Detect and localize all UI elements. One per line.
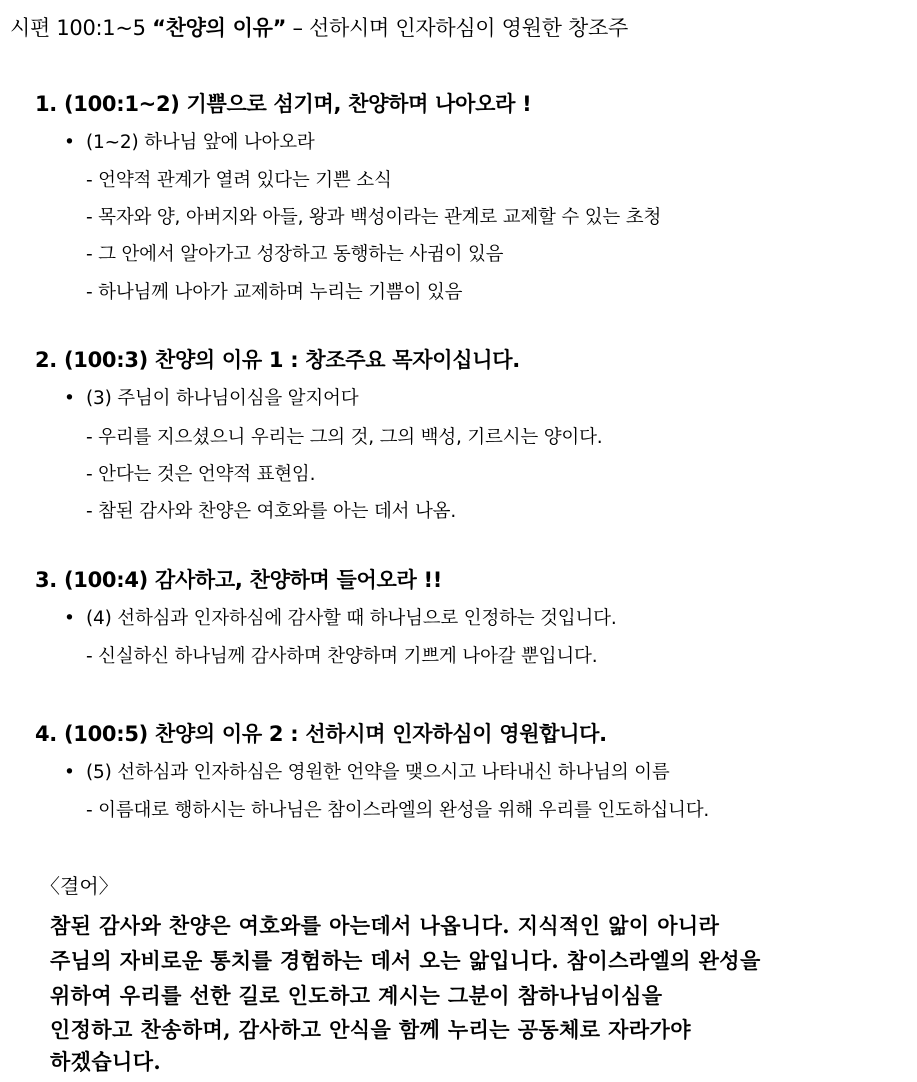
- section-1-sub-1: - 언약적 관계가 열려 있다는 기쁜 소식: [86, 170, 392, 191]
- page-title: [10, 12, 628, 42]
- bullet-text: (3) 주님이 하나님이심을 알지어다: [86, 388, 359, 409]
- bullet-dot: •: [64, 762, 75, 783]
- section-1-heading: 1. (100:1~2) 기쁨으로 섬기며, 찬양하며 나아오라 !: [35, 92, 532, 116]
- bullet-dot: •: [64, 608, 75, 629]
- section-1-bullet: [64, 128, 315, 154]
- section-3-bullet: [64, 604, 617, 630]
- conclusion-label: 〈결어〉: [40, 874, 119, 898]
- conclusion-line-4: 인정하고 찬송하며, 감사하고 안식을 함께 누리는 공동체로 자라가야: [50, 1017, 691, 1042]
- section-2-sub-1: - 우리를 지으셨으니 우리는 그의 것, 그의 백성, 기르시는 양이다.: [86, 427, 603, 448]
- section-2-heading: 2. (100:3) 찬양의 이유 1 : 창조주요 목자이십니다.: [35, 348, 520, 372]
- bullet-dot: •: [64, 132, 75, 153]
- conclusion-line-2: 주님의 자비로운 통치를 경험하는 데서 오는 앎입니다. 참이스라엘의 완성을: [50, 948, 761, 973]
- title-subtitle: – 선하시며 인자하심이 영원한 창조주: [292, 16, 628, 40]
- bullet-dot: •: [64, 388, 75, 409]
- section-4-heading: 4. (100:5) 찬양의 이유 2 : 선하시며 인자하심이 영원합니다.: [35, 722, 607, 746]
- conclusion-line-3: 위하여 우리를 선한 길로 인도하고 계시는 그분이 참하나님이심을: [50, 983, 663, 1008]
- section-2-sub-2: - 안다는 것은 언약적 표현임.: [86, 464, 316, 485]
- section-4-bullet: [64, 758, 670, 784]
- section-1-sub-3: - 그 안에서 알아가고 성장하고 동행하는 사귐이 있음: [86, 244, 504, 265]
- section-1-sub-2: - 목자와 양, 아버지와 아들, 왕과 백성이라는 관계로 교제할 수 있는 초청: [86, 207, 662, 228]
- section-3-heading: 3. (100:4) 감사하고, 찬양하며 들어오라 !!: [35, 568, 443, 592]
- section-1-sub-4: - 하나님께 나아가 교제하며 누리는 기쁨이 있음: [86, 282, 463, 303]
- conclusion-line-1: 참된 감사와 찬양은 여호와를 아는데서 나옵니다. 지식적인 앎이 아니라: [50, 913, 720, 938]
- section-2-sub-3: - 참된 감사와 찬양은 여호와를 아는 데서 나옴.: [86, 501, 457, 522]
- bullet-text: (4) 선하심과 인자하심에 감사할 때 하나님으로 인정하는 것입니다.: [86, 608, 617, 629]
- section-3-sub-1: - 신실하신 하나님께 감사하며 찬양하며 기쁘게 나아갈 뿐입니다.: [86, 646, 598, 667]
- title-reference: 시편 100:1~5: [10, 16, 146, 40]
- section-2-bullet: [64, 384, 358, 410]
- conclusion-line-5: 하겠습니다.: [50, 1049, 162, 1074]
- bullet-text: (1~2) 하나님 앞에 나아오라: [86, 132, 315, 153]
- title-quote: “찬양의 이유”: [152, 16, 287, 40]
- bullet-text: (5) 선하심과 인자하심은 영원한 언약을 맺으시고 나타내신 하나님의 이름: [86, 762, 670, 783]
- section-4-sub-1: - 이름대로 행하시는 하나님은 참이스라엘의 완성을 위해 우리를 인도하십니다.: [86, 800, 710, 821]
